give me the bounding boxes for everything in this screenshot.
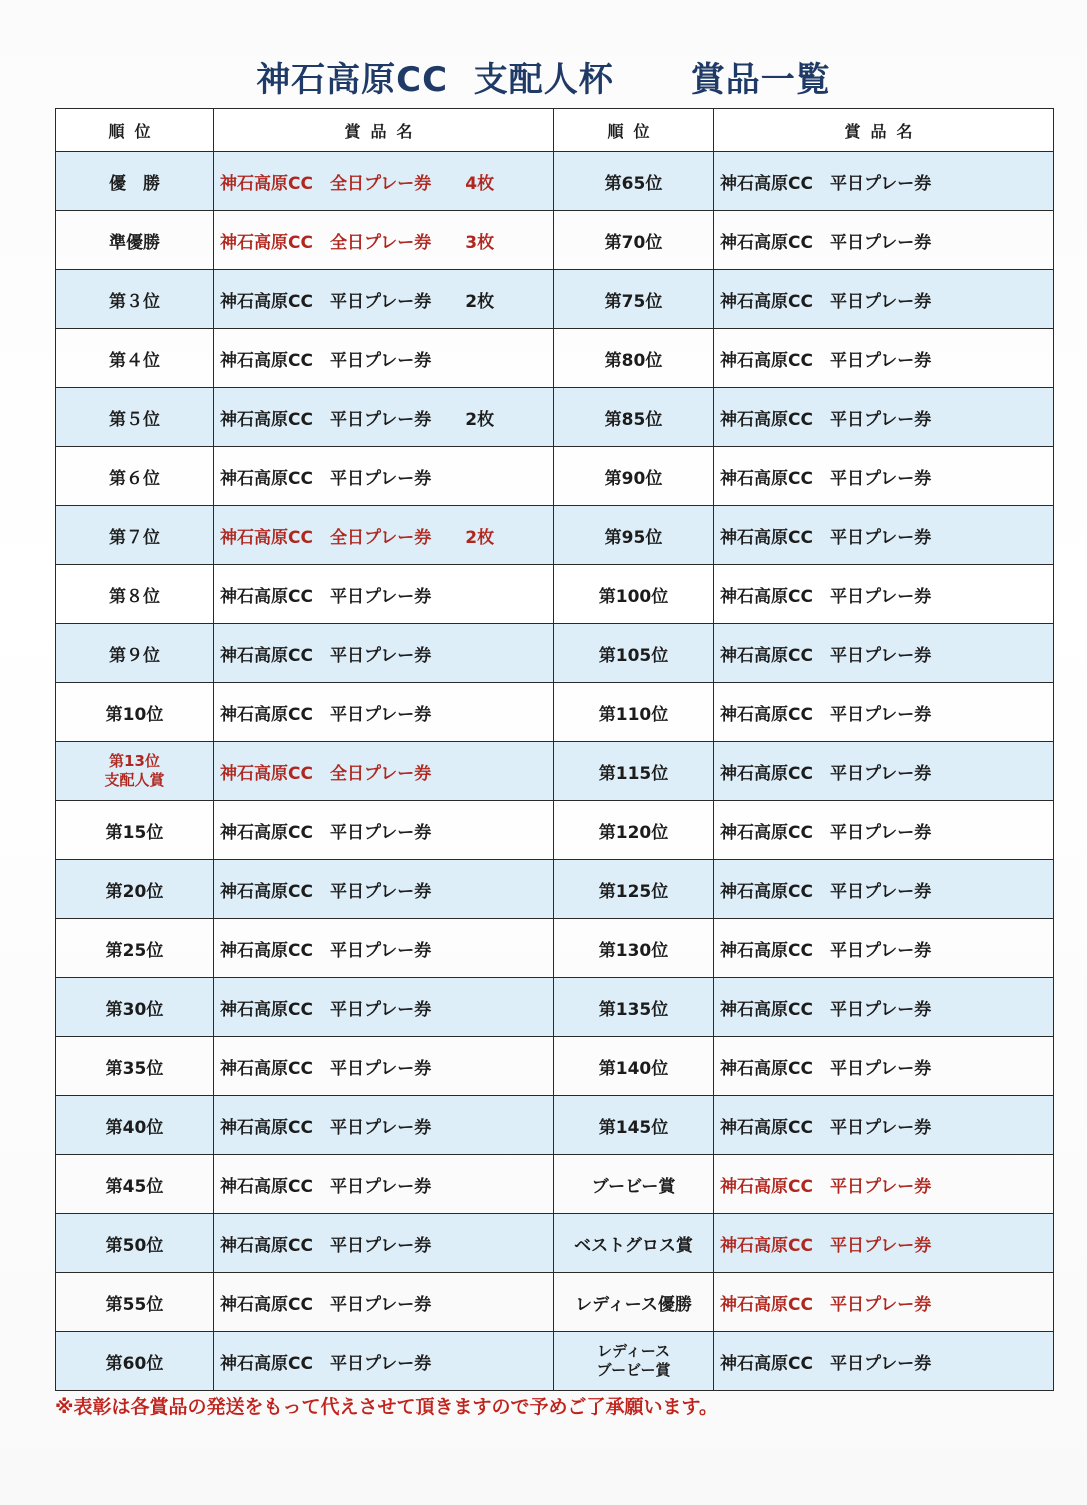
prize-cell-left: 神石高原CC 平日プレー券 [214, 565, 554, 624]
table-row [56, 388, 1054, 447]
rank-cell-right: 第95位 [554, 506, 714, 565]
prize-cell-right: 神石高原CC 平日プレー券 [714, 1332, 1054, 1391]
table-row [56, 860, 1054, 919]
prize-cell-left: 神石高原CC 平日プレー券 [214, 919, 554, 978]
rank-cell-right: 第100位 [554, 565, 714, 624]
prize-cell-right: 神石高原CC 平日プレー券 [714, 742, 1054, 801]
header-rank-right: 順位 [554, 109, 714, 152]
table-row [56, 152, 1054, 211]
rank-cell-right: 第115位 [554, 742, 714, 801]
rank-cell-left: 第３位 [56, 270, 214, 329]
rank-cell-left: 第８位 [56, 565, 214, 624]
prize-cell-left: 神石高原CC 平日プレー券 [214, 978, 554, 1037]
prize-cell-left: 神石高原CC 平日プレー券 [214, 624, 554, 683]
prize-cell-left: 神石高原CC 平日プレー券 2枚 [214, 388, 554, 447]
table-row [56, 1273, 1054, 1332]
prize-cell-right: 神石高原CC 平日プレー券 [714, 506, 1054, 565]
table-row [56, 742, 1054, 801]
prize-cell-right: 神石高原CC 平日プレー券 [714, 270, 1054, 329]
header-rank-left: 順位 [56, 109, 214, 152]
prize-cell-left: 神石高原CC 平日プレー券 [214, 329, 554, 388]
table-row [56, 801, 1054, 860]
table-row [56, 211, 1054, 270]
rank-cell-left [56, 742, 214, 801]
page-title: 神石高原CC 支配人杯 賞品一覧 [256, 60, 831, 100]
rank-cell-left: 第10位 [56, 683, 214, 742]
rank-cell-right: ブービー賞 [554, 1155, 714, 1214]
rank-cell-right: 第80位 [554, 329, 714, 388]
rank-cell-right: 第70位 [554, 211, 714, 270]
prize-cell-left: 神石高原CC 全日プレー券 4枚 [214, 152, 554, 211]
table-row [56, 1037, 1054, 1096]
prize-cell-right: 神石高原CC 平日プレー券 [714, 565, 1054, 624]
rank-cell-left: 優 勝 [56, 152, 214, 211]
table-row [56, 919, 1054, 978]
rank-cell-right: ベストグロス賞 [554, 1214, 714, 1273]
rank-cell-left: 第25位 [56, 919, 214, 978]
header-prize-left: 賞品名 [214, 109, 554, 152]
prize-cell-right: 神石高原CC 平日プレー券 [714, 1155, 1054, 1214]
prize-cell-left: 神石高原CC 平日プレー券 2枚 [214, 270, 554, 329]
prize-cell-left: 神石高原CC 全日プレー券 3枚 [214, 211, 554, 270]
prize-cell-left: 神石高原CC 平日プレー券 [214, 1332, 554, 1391]
prize-cell-right: 神石高原CC 平日プレー券 [714, 860, 1054, 919]
rank-cell-right: 第90位 [554, 447, 714, 506]
table-row [56, 506, 1054, 565]
rank-cell-right: 第75位 [554, 270, 714, 329]
prize-cell-left: 神石高原CC 平日プレー券 [214, 1273, 554, 1332]
prize-cell-left: 神石高原CC 全日プレー券 2枚 [214, 506, 554, 565]
prize-cell-right: 神石高原CC 平日プレー券 [714, 978, 1054, 1037]
prize-cell-right: 神石高原CC 平日プレー券 [714, 801, 1054, 860]
rank-cell-right: 第140位 [554, 1037, 714, 1096]
prize-cell-right: 神石高原CC 平日プレー券 [714, 1037, 1054, 1096]
table-row [56, 447, 1054, 506]
table-row [56, 1096, 1054, 1155]
table-row [56, 978, 1054, 1037]
prize-cell-right: 神石高原CC 平日プレー券 [714, 1214, 1054, 1273]
prize-cell-right: 神石高原CC 平日プレー券 [714, 683, 1054, 742]
rank-line-2: 支配人賞 [104, 771, 165, 789]
rank-cell-left: 第55位 [56, 1273, 214, 1332]
prize-cell-right: 神石高原CC 平日プレー券 [714, 1273, 1054, 1332]
prize-cell-left: 神石高原CC 平日プレー券 [214, 1096, 554, 1155]
rank-cell-left: 第40位 [56, 1096, 214, 1155]
prize-cell-right: 神石高原CC 平日プレー券 [714, 447, 1054, 506]
rank-line-1: 第13位 [109, 752, 160, 770]
rank-cell-right: 第125位 [554, 860, 714, 919]
rank-cell-left: 第20位 [56, 860, 214, 919]
rank-cell-right: レディース優勝 [554, 1273, 714, 1332]
rank-cell-right: 第135位 [554, 978, 714, 1037]
rank-cell-left: 第35位 [56, 1037, 214, 1096]
rank-cell-left: 第６位 [56, 447, 214, 506]
rank-cell-right: 第105位 [554, 624, 714, 683]
rank-cell-right: 第145位 [554, 1096, 714, 1155]
prize-cell-right: 神石高原CC 平日プレー券 [714, 388, 1054, 447]
prize-table [55, 108, 1054, 1391]
prize-cell-left: 神石高原CC 平日プレー券 [214, 1037, 554, 1096]
prize-cell-right: 神石高原CC 平日プレー券 [714, 329, 1054, 388]
rank-cell-right [554, 1332, 714, 1391]
prize-cell-left: 神石高原CC 平日プレー券 [214, 447, 554, 506]
footer-note: ※表彰は各賞品の発送をもって代えさせて頂きますので予めご了承願います。 [55, 1396, 718, 1418]
prize-cell-right: 神石高原CC 平日プレー券 [714, 211, 1054, 270]
prize-cell-left: 神石高原CC 平日プレー券 [214, 1214, 554, 1273]
prize-cell-left: 神石高原CC 平日プレー券 [214, 683, 554, 742]
table-row [56, 270, 1054, 329]
prize-cell-right: 神石高原CC 平日プレー券 [714, 1096, 1054, 1155]
rank-cell-left: 第７位 [56, 506, 214, 565]
rank-cell-left: 第45位 [56, 1155, 214, 1214]
header-row [56, 109, 1054, 152]
table-row [56, 1332, 1054, 1391]
rank-cell-right: 第130位 [554, 919, 714, 978]
table-row [56, 1155, 1054, 1214]
rank-cell-left: 第50位 [56, 1214, 214, 1273]
prize-cell-right: 神石高原CC 平日プレー券 [714, 152, 1054, 211]
header-prize-right: 賞品名 [714, 109, 1054, 152]
rank-cell-left: 第30位 [56, 978, 214, 1037]
prize-cell-right: 神石高原CC 平日プレー券 [714, 624, 1054, 683]
table-row [56, 1214, 1054, 1273]
rank-cell-left: 第４位 [56, 329, 214, 388]
rank-cell-right: 第120位 [554, 801, 714, 860]
rank-cell-right: 第85位 [554, 388, 714, 447]
rank-line-1: レディース [596, 1342, 671, 1360]
rank-cell-right: 第110位 [554, 683, 714, 742]
rank-cell-left: 第５位 [56, 388, 214, 447]
table-row [56, 565, 1054, 624]
rank-cell-right: 第65位 [554, 152, 714, 211]
table-row [56, 329, 1054, 388]
prize-cell-left: 神石高原CC 全日プレー券 [214, 742, 554, 801]
prize-cell-left: 神石高原CC 平日プレー券 [214, 1155, 554, 1214]
prize-cell-left: 神石高原CC 平日プレー券 [214, 860, 554, 919]
table-row [56, 683, 1054, 742]
table-row [56, 624, 1054, 683]
prize-cell-right: 神石高原CC 平日プレー券 [714, 919, 1054, 978]
rank-cell-left: 準優勝 [56, 211, 214, 270]
rank-line-2: ブービー賞 [596, 1361, 671, 1379]
rank-cell-left: 第15位 [56, 801, 214, 860]
rank-cell-left: 第９位 [56, 624, 214, 683]
prize-cell-left: 神石高原CC 平日プレー券 [214, 801, 554, 860]
rank-cell-left: 第60位 [56, 1332, 214, 1391]
